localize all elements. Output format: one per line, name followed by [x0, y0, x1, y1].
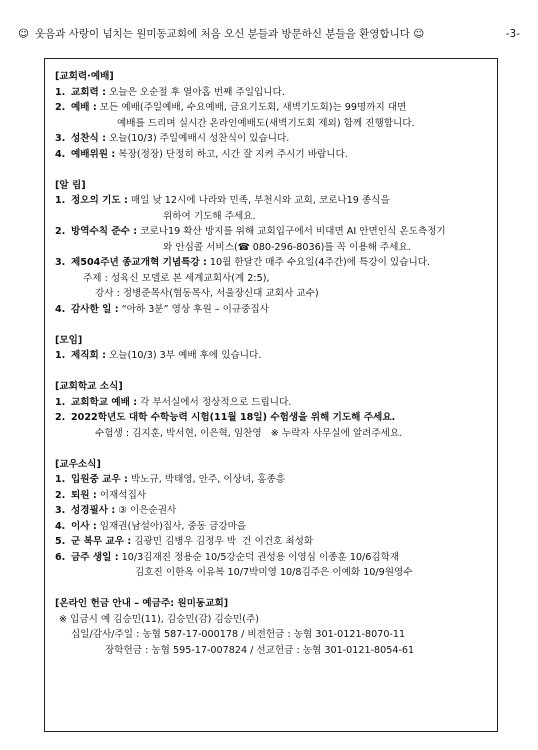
item-label: 방역수칙 준수 :	[71, 226, 138, 237]
item-continuation: 김호진 이한옥 이유복 10/7박미영 10/8김주은 이예화 10/9원영수	[135, 567, 413, 578]
item-continuation: 예배를 드리며 실시간 온라인예배도(새벽기도회 제외) 함께 진행합니다.	[117, 117, 415, 129]
lecture-topic: 주제 : 성육신 모델로 본 세계교회사(계 2:5),	[83, 272, 270, 284]
item-label: 정오의 기도 :	[71, 195, 128, 206]
item-text: 이재석집사	[96, 489, 147, 501]
item-number: 1.	[55, 350, 66, 361]
item-number: 1.	[55, 474, 66, 485]
item-number: 1.	[55, 195, 66, 206]
examinee-list: 수험생 : 김지훈, 박서현, 이은혁, 임찬영 ※ 누락자 사무실에 알려주세요.	[95, 427, 403, 439]
list-item	[55, 100, 485, 116]
list-item	[55, 472, 485, 488]
item-number: 6.	[55, 551, 66, 563]
page-number: -3-	[505, 28, 520, 40]
item-number: 4.	[55, 148, 66, 160]
item-text: 10월 한달간 매주 수요일(4주간)에 특강이 있습니다.	[206, 257, 431, 268]
item-text: 오늘(10/3) 3부 예배 후에 있습니다.	[105, 350, 262, 361]
item-label: 교회학교 예배 :	[71, 396, 138, 408]
page-header	[18, 26, 520, 42]
item-text: 김광민 김병우 김정우 박 건 이건호 최성화	[131, 536, 314, 547]
section-school	[55, 379, 485, 441]
item-text: “아하 3분” 영상 후원 – 이규중집사	[118, 303, 269, 315]
item-label: 퇴원 :	[71, 489, 97, 501]
item-text: 오늘은 오순절 후 열아홉 번째 주일입니다.	[105, 86, 285, 98]
list-item	[55, 519, 485, 535]
item-text: 모든 예배(주일예배, 수요예배, 금요기도회, 새벽기도회)는 99명까지 대면	[96, 102, 407, 113]
list-item	[55, 302, 485, 318]
section-calendar	[55, 69, 485, 162]
section-title: [교우소식]	[55, 458, 101, 470]
section-title: [알 림]	[55, 179, 86, 191]
item-label: 감사한 일 :	[71, 303, 119, 315]
item-number: 4.	[55, 303, 66, 315]
list-item	[55, 488, 485, 504]
list-item	[55, 410, 485, 426]
list-item	[55, 348, 485, 364]
item-label: 제504주년 종교개혁 기념특강 :	[71, 257, 207, 268]
item-number: 1.	[55, 86, 66, 98]
list-item	[55, 147, 485, 163]
list-item	[55, 131, 485, 147]
list-item	[55, 193, 485, 209]
item-number: 2.	[55, 412, 66, 423]
item-number: 3.	[55, 505, 66, 516]
item-continuation: 와 안심콜 서비스(☎ 080-296-8036)를 꼭 이용해 주세요.	[163, 241, 411, 253]
item-label: 제직회 :	[71, 350, 106, 361]
item-number: 2.	[55, 226, 66, 237]
item-text: 코로나19 확산 방지를 위해 교회입구에서 비대면 AI 안면인식 온도측정기	[137, 226, 446, 237]
list-item	[55, 503, 485, 519]
list-item	[55, 534, 485, 550]
list-item	[55, 85, 485, 101]
item-number: 3.	[55, 257, 66, 268]
item-label: 군 복무 교우 :	[71, 536, 132, 547]
item-number: 4.	[55, 520, 66, 532]
item-text: 10/3김재진 정용순 10/5강순덕 권성용 이영심 이종훈 10/6김학재	[118, 551, 400, 563]
section-title: [모임]	[55, 334, 83, 346]
item-number: 1.	[55, 396, 66, 408]
section-title: [온라인 헌금 안내 – 예금주: 원미동교회]	[55, 598, 229, 609]
item-text: 임재권(남설아)집사, 중동 금강마을	[96, 520, 247, 532]
section-meeting	[55, 333, 485, 364]
item-label: 2022학년도 대학 수학능력 시험(11월 18일) 수험생을 위해 기도해 주세요.	[71, 412, 396, 423]
item-number: 2.	[55, 102, 66, 113]
item-label: 금주 생일 :	[71, 551, 119, 563]
item-label: 성경필사 :	[71, 505, 116, 516]
section-notice	[55, 178, 485, 318]
item-number: 2.	[55, 489, 66, 501]
offering-account-line: 십일/감사/주일 : 농협 587-17-000178 / 비전헌금 : 농협 301-0121-8070-11	[71, 629, 406, 640]
item-number: 3.	[55, 133, 66, 144]
offering-account-line: 장학헌금 : 농협 595-17-007824 / 선교헌금 : 농협 301-0121-8054-61	[105, 644, 415, 656]
item-continuation: 위하여 기도해 주세요.	[163, 210, 256, 222]
section-title: [교회학교 소식]	[55, 381, 123, 392]
item-label: 이사 :	[71, 520, 97, 532]
smile-icon: ☺	[18, 28, 29, 40]
list-item	[55, 255, 485, 271]
item-label: 성찬식 :	[71, 133, 106, 144]
list-item	[55, 550, 485, 566]
item-label: 예배 :	[71, 102, 97, 113]
item-text: 박노규, 박태영, 안주, 이상녀, 홍종흥	[127, 474, 286, 485]
item-label: 입원중 교우 :	[71, 474, 128, 485]
offering-note: ※ 입금시 예 김승민(11), 김승민(감) 김승민(주)	[59, 613, 260, 625]
item-text: 복장(정장) 단정히 하고, 시간 잘 지켜 주시기 바랍니다.	[115, 148, 348, 160]
header-text: 웃음과 사랑이 넘치는 원미동교회에 처음 오신 분들과 방문하신 분들을 환영합니다 ☺	[34, 28, 425, 40]
section-offering	[55, 596, 485, 658]
item-label: 교회력 :	[71, 86, 106, 98]
item-text: ③ 이은순권사	[115, 505, 177, 516]
list-item	[55, 395, 485, 411]
bulletin-box	[44, 58, 498, 732]
section-members	[55, 457, 485, 581]
item-text: 매일 낮 12시에 나라와 민족, 부천시와 교회, 코로나19 종식을	[127, 195, 390, 206]
list-item	[55, 224, 485, 240]
lecture-speaker: 강사 : 정병준목사(협동목사, 서울장신대 교회사 교수)	[95, 288, 319, 299]
section-title: [교회력·예배]	[55, 71, 114, 82]
item-number: 5.	[55, 536, 66, 547]
item-text: 각 부서실에서 정상적으로 드립니다.	[137, 396, 292, 408]
item-label: 예배위원 :	[71, 148, 116, 160]
item-text: 오늘(10/3) 주일예배시 성찬식이 있습니다.	[105, 133, 290, 144]
